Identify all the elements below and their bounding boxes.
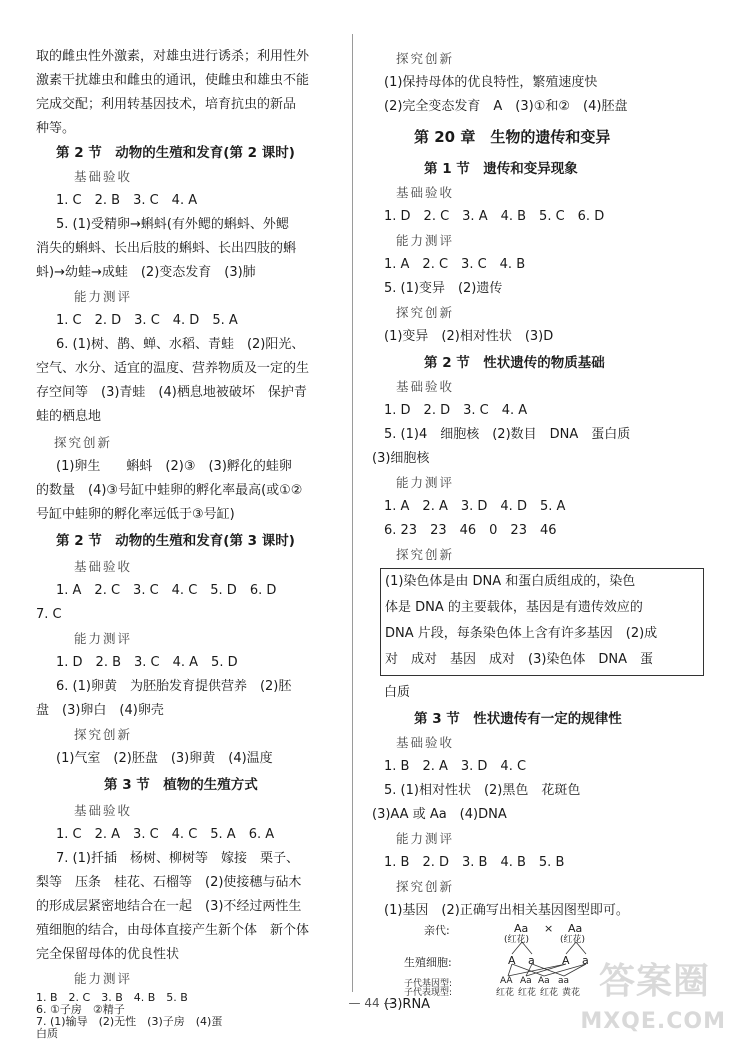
answer-line: 7. C (36, 607, 62, 622)
answer-line: 梨等 压条 桂花、石榴等 (2)使接穗与砧木 (36, 875, 302, 890)
parent-label: 亲代: (424, 924, 450, 937)
subsection-label: 基础验收 (74, 169, 133, 184)
subsection-label: 探究创新 (396, 879, 455, 894)
section-heading: 第 1 节 遗传和变异现象 (424, 161, 578, 177)
answer-line: 1. B 2. C 3. B 4. B 5. B (36, 991, 188, 1004)
answer-line: DNA 片段，每条染色体上含有许多基因 (2)成 (385, 626, 658, 641)
subsection-label: 探究创新 (396, 547, 455, 562)
genetic-cross-diagram (404, 922, 604, 998)
offspring-genotype: aa (558, 976, 570, 986)
subsection-label: 能力测评 (74, 971, 133, 986)
answer-line: 6. ①子房 ②精子 (36, 1003, 125, 1016)
answer-line: 号缸中蛙卵的孵化率远低于③号缸) (36, 507, 235, 522)
watermark-url: MXQE.COM (580, 1009, 726, 1034)
subsection-label: 能力测评 (396, 475, 455, 490)
gamete-label: 生殖细胞: (404, 956, 452, 969)
answer-line: (1)卵生 蝌蚪 (2)③ (3)孵化的蛙卵 (56, 459, 292, 474)
subsection-label: 基础验收 (74, 803, 133, 818)
offspring-phenotype: 黄花 (562, 988, 581, 998)
answer-box (380, 568, 704, 676)
answer-line: 7. (1)输导 (2)无性 (3)子房 (4)蛋 (36, 1015, 223, 1028)
answer-line: 体是 DNA 的主要载体，基因是有遗传效应的 (385, 600, 643, 615)
answer-line: (1)基因 (2)正确写出相关基因图型即可。 (384, 903, 629, 918)
answer-line: 空气、水分、适宜的温度、营养物质及一定的生 (36, 361, 310, 376)
section-heading: 第 3 节 性状遗传有一定的规律性 (414, 711, 622, 727)
answer-line: 5. (1)4 细胞核 (2)数目 DNA 蛋白质 (384, 427, 631, 442)
answer-line: 1. C 2. B 3. C 4. A (56, 193, 198, 208)
section-heading: 第 2 节 动物的生殖和发育(第 2 课时) (56, 145, 295, 161)
subsection-label: 能力测评 (396, 831, 455, 846)
answer-line: 5. (1)相对性状 (2)黑色 花斑色 (384, 783, 581, 798)
answer-line: 1. A 2. C 3. C 4. B (384, 257, 526, 272)
parent1-genotype: Aa (514, 922, 529, 935)
section-heading: 第 3 节 植物的生殖方式 (104, 777, 258, 793)
text-line: 激素干扰雄虫和雌虫的通讯，使雌虫和雄虫不能 (36, 73, 310, 88)
text-line: 种等。 (36, 121, 76, 136)
subsection-label: 基础验收 (396, 735, 455, 750)
answer-line: 的数量 (4)③号缸中蛙卵的孵化率最高(或①② (36, 483, 303, 498)
subsection-label: 探究创新 (396, 51, 455, 66)
answer-line: (3)RNA (384, 997, 431, 1012)
cross-symbol: × (544, 922, 554, 935)
subsection-label: 探究创新 (396, 305, 455, 320)
answer-line: 1. A 2. C 3. C 4. C 5. D 6. D (56, 583, 277, 598)
section-heading: 第 2 节 动物的生殖和发育(第 3 课时) (56, 533, 295, 549)
answer-line: (1)染色体是由 DNA 和蛋白质组成的，染色 (385, 574, 636, 589)
answer-line: 蛙的栖息地 (36, 409, 102, 424)
subsection-label: 能力测评 (74, 631, 133, 646)
offspring-genotype: Aa (538, 976, 550, 986)
offspring-phenotype: 红花 (540, 988, 559, 998)
gamete: a (582, 954, 589, 967)
parent2-phenotype: (红花) (560, 935, 586, 945)
answer-line: 白质 (36, 1027, 58, 1040)
answer-line: 1. C 2. D 3. C 4. D 5. A (56, 313, 238, 328)
answer-line: 完全保留母体的优良性状 (36, 947, 180, 962)
gamete: A (562, 954, 570, 967)
offspring-phenotype: 红花 (496, 988, 515, 998)
answer-line: 5. (1)受精卵→蝌蚪(有外鳃的蝌蚪、外鳃 (56, 217, 289, 232)
answer-line: 1. A 2. A 3. D 4. D 5. A (384, 499, 566, 514)
page-number: — 44 — (348, 996, 396, 1010)
answer-line: 1. B 2. A 3. D 4. C (384, 759, 527, 774)
subsection-label: 基础验收 (74, 559, 133, 574)
offspring-phenotype: 红花 (518, 988, 537, 998)
parent2-genotype: Aa (568, 922, 583, 935)
text-line: 取的雌虫性外激素，对雄虫进行诱杀；利用性外 (36, 49, 310, 64)
answer-line: 6. (1)树、鹊、蝉、水稻、青蛙 (2)阳光、 (56, 337, 305, 352)
answer-line: 1. D 2. C 3. A 4. B 5. C 6. D (384, 209, 605, 224)
answer-line: 消失的蝌蚪、长出后肢的蝌蚪、长出四肢的蝌 (36, 241, 297, 256)
subsection-label: 基础验收 (396, 379, 455, 394)
answer-line: (1)变异 (2)相对性状 (3)D (384, 329, 554, 344)
answer-line: 7. (1)扦插 杨树、柳树等 嫁接 栗子、 (56, 851, 299, 866)
answer-line: 1. D 2. B 3. C 4. A 5. D (56, 655, 238, 670)
column-divider (352, 34, 353, 992)
left-column-end (36, 992, 336, 1040)
answer-line: 蚪)→幼蛙→成蛙 (2)变态发育 (3)肺 (36, 265, 256, 280)
subsection-label: 能力测评 (396, 233, 455, 248)
answer-line: (1)气室 (2)胚盘 (3)卵黄 (4)温度 (56, 751, 273, 766)
gamete: a (528, 954, 535, 967)
offspring-genotype: Aa (520, 976, 532, 986)
answer-line: 白质 (384, 685, 411, 700)
subsection-label: 探究创新 (54, 435, 113, 450)
offspring-genotype-label: 子代基因型: (404, 979, 453, 989)
answer-line: 的形成层紧密地结合在一起 (3)不经过两性生 (36, 899, 302, 914)
section-heading: 第 2 节 性状遗传的物质基础 (424, 355, 605, 371)
subsection-label: 基础验收 (396, 185, 455, 200)
answer-line: 1. B 2. D 3. B 4. B 5. B (384, 855, 565, 870)
watermark-logo: 答案圈 (598, 961, 710, 1002)
answer-line: 盘 (3)卵白 (4)卵壳 (36, 703, 164, 718)
answer-line: 6. 23 23 46 0 23 46 (384, 523, 557, 538)
answer-line: 存空间等 (3)青蛙 (4)栖息地被破坏 保护青 (36, 385, 307, 400)
answer-line: 1. D 2. D 3. C 4. A (384, 403, 528, 418)
gamete: A (508, 954, 516, 967)
answer-line: 5. (1)变异 (2)遗传 (384, 281, 503, 296)
subsection-label: 能力测评 (74, 289, 133, 304)
answer-line: 6. (1)卵黄 为胚胎发育提供营养 (2)胚 (56, 679, 292, 694)
answer-line: (2)完全变态发育 A (3)①和② (4)胚盘 (384, 99, 628, 114)
parent1-phenotype: (红花) (504, 935, 530, 945)
answer-line: 1. C 2. A 3. C 4. C 5. A 6. A (56, 827, 275, 842)
subsection-label: 探究创新 (74, 727, 133, 742)
offspring-phenotype-label: 子代表现型: (404, 988, 453, 998)
offspring-genotype: AA (500, 976, 513, 986)
answer-line: (3)细胞核 (372, 451, 430, 466)
answer-line: (3)AA 或 Aa (4)DNA (372, 807, 507, 822)
answer-line: 对 成对 基因 成对 (3)染色体 DNA 蛋 (385, 652, 654, 667)
answer-line: 殖细胞的结合，由母体直接产生新个体 新个体 (36, 923, 310, 938)
answer-line: (1)保持母体的优良特性，繁殖速度快 (384, 75, 598, 90)
chapter-heading: 第 20 章 生物的遗传和变异 (414, 128, 611, 146)
text-line: 完成交配；利用转基因技术，培育抗虫的新品 (36, 97, 297, 112)
